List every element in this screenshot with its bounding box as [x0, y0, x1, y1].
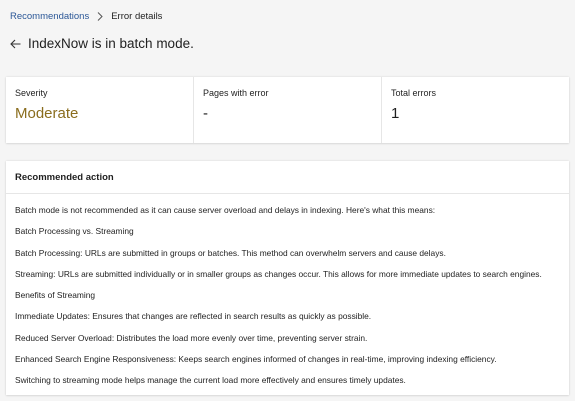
total-errors-label: Total errors: [391, 88, 437, 98]
back-arrow-icon[interactable]: [10, 39, 21, 49]
breadcrumb-current: Error details: [111, 11, 163, 22]
action-paragraph: Batch Processing vs. Streaming: [15, 226, 134, 237]
action-paragraph: Reduced Server Overload: Distributes the load more evenly over time, preventing server strain.: [15, 332, 368, 343]
breadcrumb: [10, 11, 162, 22]
title-row: [10, 36, 194, 51]
severity-metric: [6, 77, 194, 143]
action-paragraph: Batch mode is not recommended as it can cause server overload and delays in indexing. Here's what this means:: [15, 205, 436, 215]
action-paragraph: Switching to streaming mode helps manage the current load more effectively and ensures timely updates.: [15, 375, 406, 386]
action-paragraph: Streaming: URLs are submitted individually or in smaller groups as changes occur. This allows for more immediate updates to search engines.: [15, 268, 542, 279]
severity-label: Severity: [15, 88, 48, 98]
severity-value: Moderate: [15, 105, 79, 122]
metrics-card: [6, 77, 569, 143]
chevron-right-icon: [97, 12, 103, 21]
total-errors-value: 1: [391, 105, 400, 122]
page-title: IndexNow is in batch mode.: [28, 36, 194, 51]
action-paragraph: Benefits of Streaming: [15, 290, 96, 301]
breadcrumb-recommendations-link[interactable]: Recommendations: [10, 11, 90, 22]
action-paragraph: Batch Processing: URLs are submitted in groups or batches. This method can overwhelm servers and cause delays.: [15, 247, 446, 258]
pages-with-error-value: -: [203, 105, 208, 122]
recommended-action-heading: Recommended action: [6, 161, 569, 194]
pages-with-error-label: Pages with error: [203, 88, 269, 98]
action-paragraph: Immediate Updates: Ensures that changes are reflected in search results as quickly as possible.: [15, 311, 372, 322]
recommended-action-card: [6, 161, 569, 395]
recommended-action-body: [6, 194, 569, 396]
action-paragraph: Enhanced Search Engine Responsiveness: Keeps search engines informed of changes in real-time, improving indexing efficiency.: [15, 354, 497, 365]
pages-with-error-metric: [194, 77, 382, 143]
total-errors-metric: [382, 77, 569, 143]
